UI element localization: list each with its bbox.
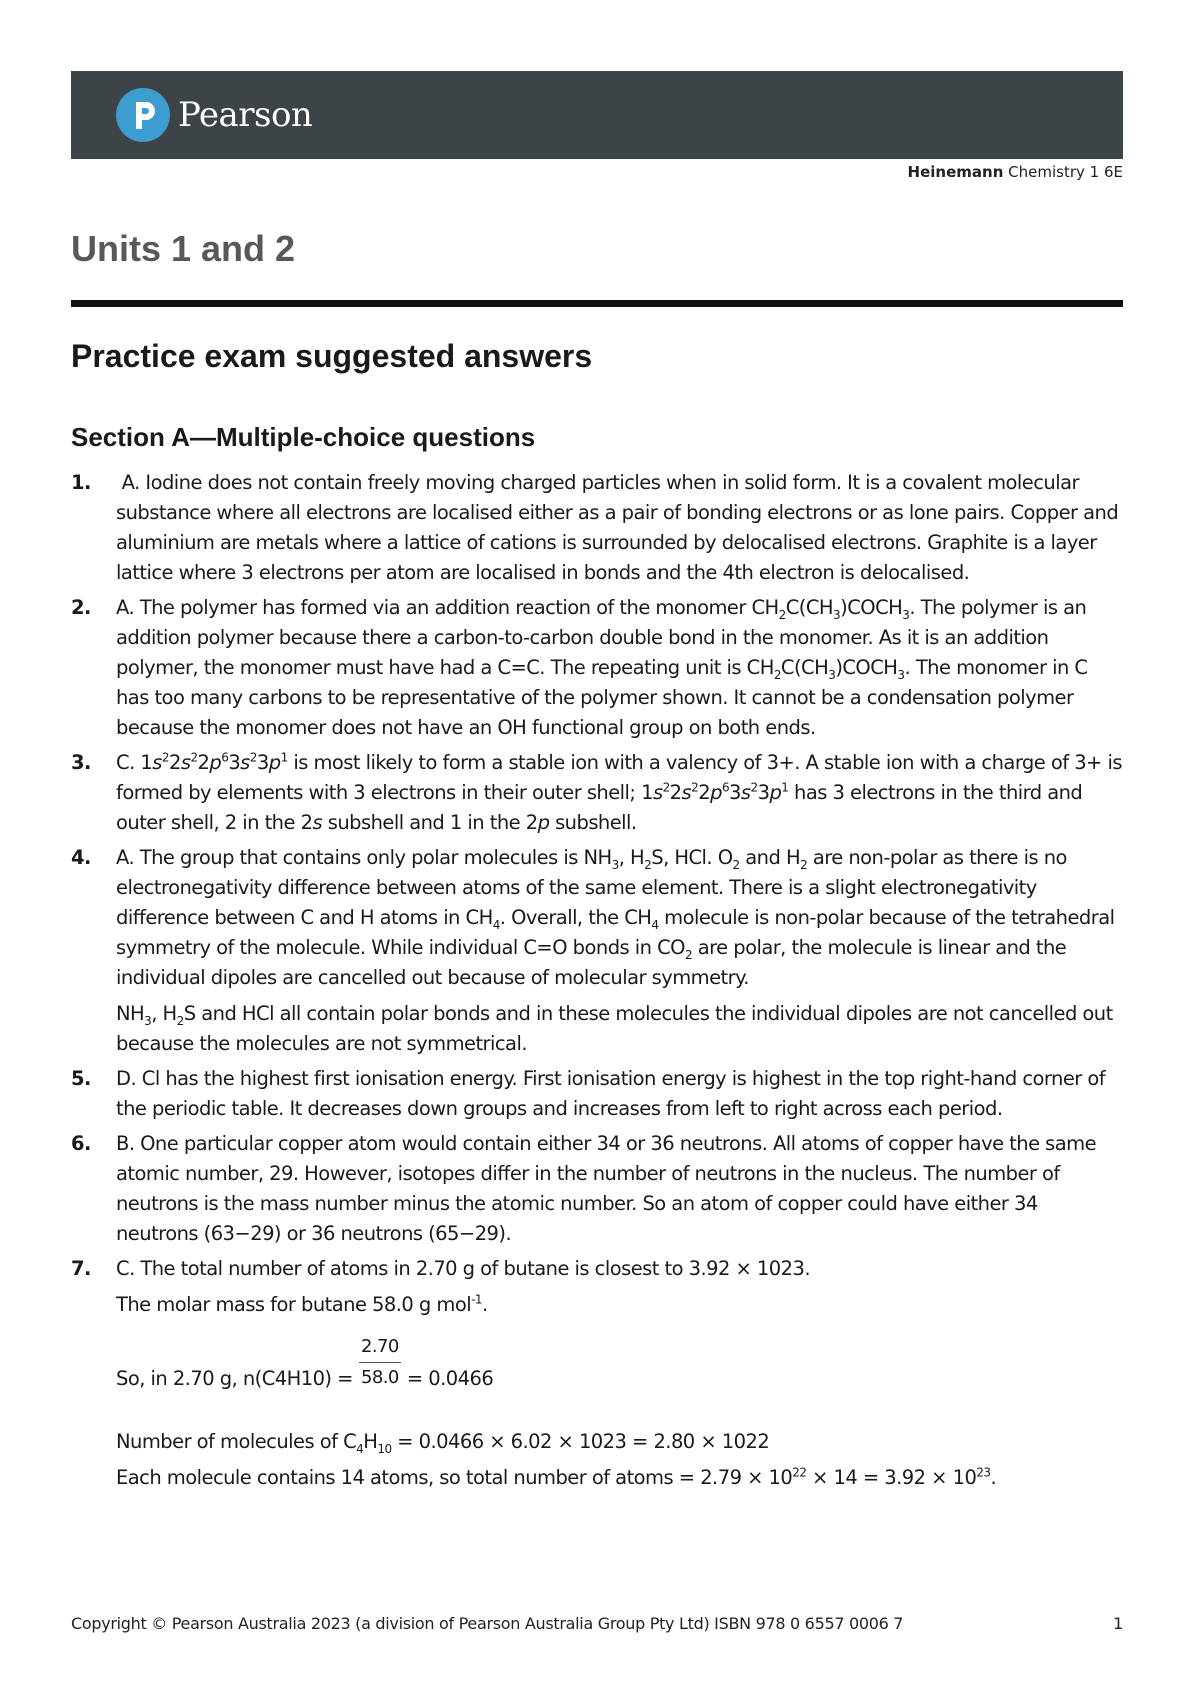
page-footer: [71, 1614, 1123, 1633]
page-number: 1: [1113, 1614, 1123, 1633]
answer-text: A. The polymer has formed via an addition reaction of the monomer $CH_2C(CH_3)COCH_3$. The polymer is an addition polymer because there a carbon-to-carbon double bond in the monomer. As it is an addition polymer, the monomer must have had a C=C. The repeating unit is $CH_2C(CH_3)COCH_3$. The monomer in C has too many carbons to be representative of the polymer shown. It cannot be a condensation polymer because the monomer does not have an OH functional group on both ends.: [116, 596, 1088, 739]
answer-number: 6.: [71, 1132, 91, 1155]
copyright-text: Copyright © Pearson Australia 2023 (a division of Pearson Australia Group Pty Ltd) ISBN 978 0 6557 0006 7: [71, 1614, 904, 1633]
pearson-p-icon: [116, 88, 170, 142]
answer-text: A. The group that contains only polar molecules is $NH_3$, $H_2S$, HCl. $O_2$ and $H_2$ are non-polar as there is no electronegativity difference between atoms of the same element. There is a slight electronegativity difference between C and H atoms in $CH_4$. Overall, the $CH_4$ molecule is non-polar because of the tetrahedral symmetry of the molecule. While individual C=O bonds in $CO_2$ are polar, the molecule is linear and the individual dipoles are cancelled out because of molecular symmetry. $NH_3$, $H_2S$ and HCl all contain polar bonds and in these molecules the individual dipoles are not cancelled out because the molecules are not symmetrical.: [116, 846, 1115, 1055]
answer-item: [71, 468, 1123, 588]
header-banner: [71, 71, 1123, 159]
fraction: $\frac{2.70}{58.0}$: [360, 1336, 399, 1388]
page-title: Units 1 and 2: [71, 228, 296, 269]
answer-text: A. Iodine does not contain freely moving charged particles when in solid form. It is a covalent molecular substance where all electrons are localised either as a pair of bonding electrons or as lone pairs. Copper and aluminium are metals where a lattice of cations is surrounded by delocalised electrons. Graphite is a layer lattice where 3 electrons per atom are localised in bonds and the 4th electron is delocalised.: [116, 471, 1119, 584]
answer-number: 4.: [71, 846, 91, 869]
answer-list: [71, 468, 1123, 1498]
answer-text: B. One particular copper atom would contain either 34 or 36 neutrons. All atoms of copper have the same atomic number, 29. However, isotopes differ in the number of neutrons in the nucleus. The number of neutrons is the mass number minus the atomic number. So an atom of copper could have either 34 neutrons (63−29) or 36 neutrons (65−29).: [116, 1132, 1097, 1245]
answer-number: 1.: [71, 471, 91, 494]
answer-number: 2.: [71, 596, 91, 619]
book-title: Heinemann Chemistry 1 6E: [907, 163, 1123, 181]
answer-item: [71, 593, 1123, 743]
answer-item: [71, 1064, 1123, 1124]
answer-item: [71, 843, 1123, 1059]
title-rule: [71, 300, 1123, 307]
answer-text: D. Cl has the highest first ionisation energy. First ionisation energy is highest in the top right-hand corner of the periodic table. It decreases down groups and increases from left to right across each period.: [116, 1067, 1106, 1120]
answer-item: [71, 1254, 1123, 1493]
answer-item: [71, 748, 1123, 838]
pearson-logo: [116, 85, 312, 145]
answer-text: C. $1s^22s^22p^63s^23p^1$ is most likely to form a stable ion with a valency of 3+. A stable ion with a charge of 3+ is formed by elements with 3 electrons in their outer shell; $1s^22s^22p^63s^23p^1$ has 3 electrons in the third and outer shell, 2 in the 2s subshell and 1 in the 2p subshell.: [116, 750, 1122, 834]
answer-text: C. The total number of atoms in 2.70 g of butane is closest to 3.92 × 1023. The molar mass for butane 58.0 g mol$^{-1}$. So, in 2.70 g, n(C4H10) = $\frac{2.70}{58.0}$ = 0.0466 Number of molecules of $C_4H_{10} = 0.0466 \times 6.02 \times 1023 = 2.80 \times 1022$ Each molecule contains 14 atoms, so total number of atoms = $2.79 \times 10^{22} \times 14 = 3.92 \times 10^{23}$.: [116, 1257, 997, 1489]
answer-number: 5.: [71, 1067, 91, 1090]
answer-item: [71, 1129, 1123, 1249]
document-subtitle: Practice exam suggested answers: [71, 338, 593, 374]
answer-number: 7.: [71, 1257, 91, 1280]
section-heading: Section A—Multiple-choice questions: [71, 422, 536, 452]
logo-wordmark: Pearson: [178, 95, 313, 135]
answer-number: 3.: [71, 751, 91, 774]
